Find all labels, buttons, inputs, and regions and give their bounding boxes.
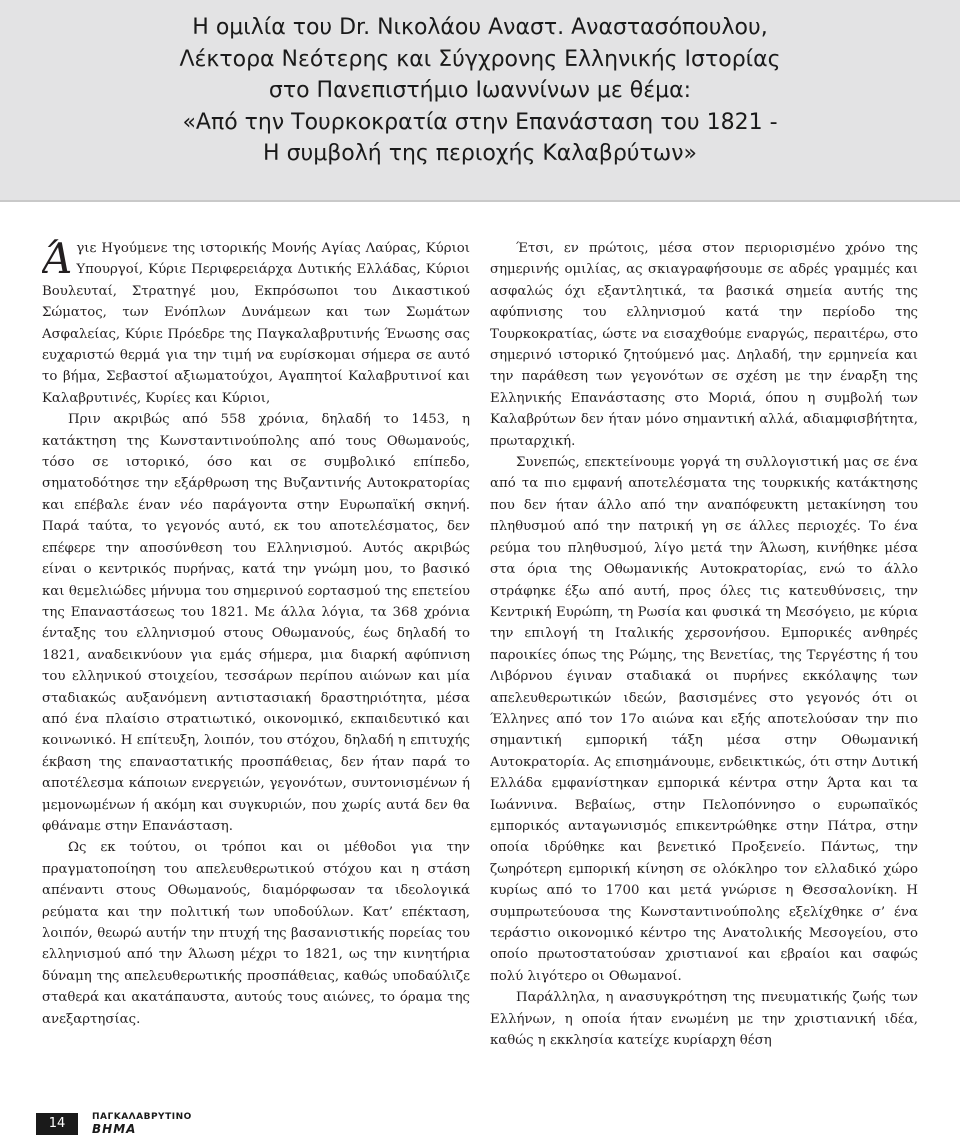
logo-bottom-text: ΒΗΜΑ — [92, 1122, 137, 1136]
title-line: «Από την Τουρκοκρατία στην Επανάσταση του 1821 - — [182, 109, 778, 135]
drop-cap: Ά — [42, 238, 73, 283]
paragraph: Συνεπώς, επεκτείνουμε γοργά τη συλλογιστική μας σε ένα από τα πιο εμφανή αποτελέσματα της τουρκικής κατάκτησης που δεν ήταν άλλο από την αναπόφευκτη μετακίνηση του πληθυσμού από την πατρική γη σε άλλες περιοχές. Το ένα ρεύμα του πληθυσμού, λίγο μετά την Άλωση, κινήθηκε μέσα στα όρια της Οθωμανικής Αυτοκρατορίας, ενώ το άλλο στράφηκε έξω από αυτή, προς όλες τις κατευθύνσεις, την Κεντρική Ευρώπη, τη Ρωσία και φυσικά τη Μεσόγειο, με κύρια την επιλογή τη Ιταλικής χερσονήσου. Εμπορικές ανθηρές παροικίες όπως της Ρώμης, της Βενετίας, της Τεργέστης ή του Λιβόρνου έγιναν σταδιακά οι πυρήνες εκκόλαψης των απελευθερωτικών ιδεών, βασισμένες στο γεγονός ότι οι Έλληνες από τον 17ο αιώνα και εξής αποτελούσαν την πιο σημαντική εμπορική τάξη μέσα στην Οθωμανική Αυτοκρατορία. Ας επισημάνουμε, ενδεικτικώς, ότι στην Δυτική Ελλάδα εμφανίστηκαν εμπορικά κέντρα στην Άρτα και τα Ιωάννινα. Βεβαίως, στην Πελοπόννησο ο ευρωπαϊκός εμπορικός ανταγωνισμός επικεντρώθηκε στην Πάτρα, στην οποία ιδρύθηκε και βενετικό Προξενείο. Πάντως, την ζωηρότερη εμπορική κίνηση σε ολόκληρο τον ελλαδικό χώρο κυρίως από το 1700 και μετά γνώρισε η Θεσσαλονίκη. Η συμπρωτεύουσα της Κωνσταντινούπολης εξελίχθηκε σ’ ένα τεράστιο οικονομικό κέντρο της Ανατολικής Μεσογείου, στο οποίο πρωτοστατούσαν χριστιανοί και εβραίοι και σαφώς πολύ λιγότερο οι Οθωμανοί. — [490, 455, 918, 984]
title-banner — [0, 0, 960, 202]
title-line: Η ομιλία του Dr. Νικολάου Αναστ. Αναστασόπουλου, — [192, 15, 768, 40]
right-column — [490, 238, 918, 1051]
title-line: Η συμβολή της περιοχής Καλαβρύτων» — [263, 141, 697, 166]
page-number: 14 — [36, 1113, 78, 1135]
paragraph-text: γιε Ηγούμενε της ιστορικής Μονής Αγίας Λαύρας, Κύριοι Υπουργοί, Κύριε Περιφερειάρχα Δυτικής Ελλάδας, Κύριοι Βουλευταί, Στρατηγέ μου, Εκπρόσωποι του Δικαστικού Σώματος, των Ενόπλων Δυνάμεων και των Σωμάτων Ασφαλείας, Κύριε Πρόεδρε της Παγκαλαβρυτινής Ένωσης σας ευχαριστώ θερμά για την τιμή να ευρίσκομαι σήμερα σε αυτό το βήμα, Σεβαστοί αξιωματούχοι, Αγαπητοί Καλαβρυτινοί και Καλαβρυτινές, Κυρίες και Κύριοι, — [42, 241, 470, 406]
article-title — [0, 12, 960, 170]
paragraph: Παράλληλα, η ανασυγκρότηση της πνευματικής ζωής των Ελλήνων, η οποία ήταν ενωμένη με την χριστιανική ιδέα, καθώς η εκκλησία κατείχε κυρίαρχη θέση — [490, 990, 918, 1049]
logo-top-text: ΠΑΓΚΑΛΑΒΡΥΤΙΝΟ — [92, 1112, 192, 1122]
paragraph: Πριν ακριβώς από 558 χρόνια, δηλαδή το 1453, η κατάκτηση της Κωνσταντινούπολης από τους Οθωμανούς, τόσο σε ιστορικό, όσο και σε συμβολικό επίπεδο, σηματοδότησε την εξάρθρωση της Βυζαντινής Αυτοκρατορίας και επέβαλε έναν νέο παράγοντα στην Ευρωπαϊκή σκηνή. Παρά ταύτα, το γεγονός αυτό, εκ του αποτελέσματος, δεν επέφερε την αποσύνθεση του Ελληνισμού. Αυτός ακριβώς είναι ο κεντρικός πυρήνας, κατά την γνώμη μου, το βασικό και θεμελιώδες μήνυμα του σημερινού εορτασμού της επετείου της Επαναστάσεως του 1821. Με άλλα λόγια, τα 368 χρόνια ένταξης του ελληνισμού στους Οθωμανούς, έως δηλαδή το 1821, αναδεικνύουν για εμάς σήμερα, μια διαρκή αφύπνιση του ελληνικού στοιχείου, τεσσάρων περίπου αιώνων και μία σταδιακώς αυξανόμενη αντιστασιακή δραστηριότητα, μέσα από ένα πλαίσιο στρατιωτικό, οικονομικό, εκπαιδευτικό και κοινωνικό. Η επίτευξη, λοιπόν, του στόχου, δηλαδή η επιτυχής έκβαση της επαναστατικής προσπάθειας, δεν ήταν παρά το αποτέλεσμα κάποιων ενεργειών, γεγονότων, συντονισμένων ή μεμονωμένων ή ακόμη και συγκυριών, που χωρίς αυτά δεν θα φθάναμε στην Επανάσταση. — [42, 412, 470, 834]
paragraph: Έτσι, εν πρώτοις, μέσα στον περιορισμένο χρόνο της σημερινής ομιλίας, ας σκιαγραφήσουμε σε αδρές γραμμές και ασφαλώς όχι εξαντλητικά, τα βασικά σημεία αυτής της αφύπνισης του ελληνισμού κατά την περίοδο της Τουρκοκρατίας, ώστε να εισαχθούμε εναργώς, περαιτέρω, στο σημερινό ιστορικό ζητούμενό μας. Δηλαδή, την ερμηνεία και την παράθεση των γεγονότων σε σχέση με την έναρξη της Ελληνικής Επανάστασης στο Μοριά, όπου η συμβολή των Καλαβρύτων δεν ήταν μόνο σημαντική αλλά, αδιαμφισβήτητα, πρωταρχική. — [490, 241, 918, 449]
title-line: στο Πανεπιστήμιο Ιωαννίνων με θέμα: — [268, 78, 692, 103]
publication-logo — [92, 1112, 192, 1136]
paragraph — [42, 238, 470, 409]
left-column — [42, 238, 470, 1030]
title-line: Λέκτορα Νεότερης και Σύγχρονης Ελληνικής Ιστορίας — [179, 46, 781, 72]
paragraph: Ως εκ τούτου, οι τρόποι και οι μέθοδοι για την πραγματοποίηση του απελευθερωτικού στόχου και η στάση απέναντι στους Οθωμανούς, διαμόρφωσαν τα ιδεολογικά ρεύματα και την πολιτική των υποδούλων. Κατ’ επέκταση, λοιπόν, θεωρώ αυτήν την πτυχή της βασανιστικής πορείας του ελληνισμού από την Άλωση μέχρι το 1821, ως την κινητήρια δύναμη της απελευθερωτικής προσπάθειας, καθώς υποδαύλιζε σταθερά και ακατάπαυστα, αυτούς τους αιώνες, το όραμα της ανεξαρτησίας. — [42, 840, 470, 1027]
